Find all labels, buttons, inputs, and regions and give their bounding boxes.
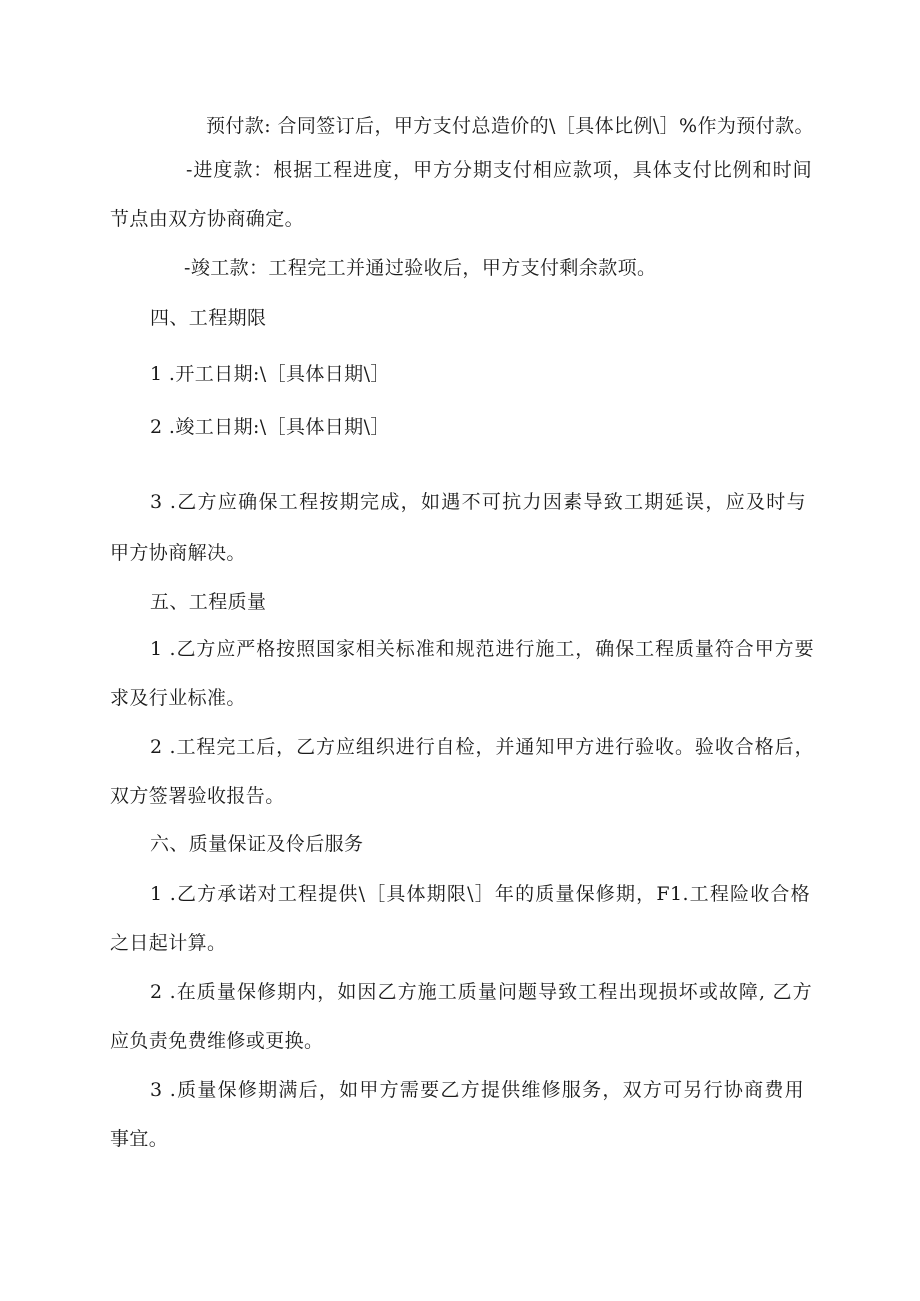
section-5-item-2-line-2: 双方签署验收报告。 [110,785,285,807]
section-5-item-1-line-1: 1 .乙方应严格按照国家相关标准和规范进行施工，确保工程质量符合甲方要 [150,638,814,660]
section-6-item-3-line-2: 事宜。 [110,1128,169,1150]
progress-payment-line-1: -进度款：根据工程进度，甲方分期支付相应款项，具体支付比例和时间 [186,159,812,181]
advance-payment-line: 预付款: 合同签订后，甲方支付总造价的\［具体比例\］%作为预付款。 [206,115,814,137]
section-6-item-2-line-1: 2 .在质量保修期内，如因乙方施工质量问题导致工程出现损坏或故障, 乙方 [150,981,812,1003]
section-5-heading: 五、工程质量 [150,591,267,613]
section-4-item-3-line-2: 甲方协商解决。 [110,542,246,564]
section-6-item-3-line-1: 3 .质量保修期满后，如甲方需要乙方提供维修服务，双方可另行协商费用 [150,1079,804,1101]
section-6-item-1-line-2: 之日起计算。 [110,932,227,954]
completion-payment-line: -竣工款：工程完工并通过验收后，甲方支付剩余款项。 [184,257,657,279]
section-6-item-2-line-2: 应负责免费维修或更换。 [110,1030,324,1052]
section-6-heading: 六、质量保证及伶后服务 [150,833,364,855]
section-5-item-1-line-2: 求及行业标准。 [110,687,246,709]
section-4-item-2: 2 .竣工日期:\［具体日期\］ [150,416,390,438]
section-5-item-2-line-1: 2 .工程完工后，乙方应组织进行自检，并通知甲方进行验收。验收合格后， [150,736,814,758]
section-4-item-3-line-1: 3 .乙方应确保工程按期完成，如遇不可抗力因素导致工期延误，应及时与 [150,491,806,513]
section-6-item-1-line-1: 1 .乙方承诺对工程提供\［具体期限\］年的质量保修期，F1.工程险收合格 [150,883,810,905]
section-4-heading: 四、工程期限 [150,307,267,329]
section-4-item-1: 1 .开工日期:\［具体日期\］ [150,363,390,385]
progress-payment-line-2: 节点由双方协商确定。 [110,208,305,230]
